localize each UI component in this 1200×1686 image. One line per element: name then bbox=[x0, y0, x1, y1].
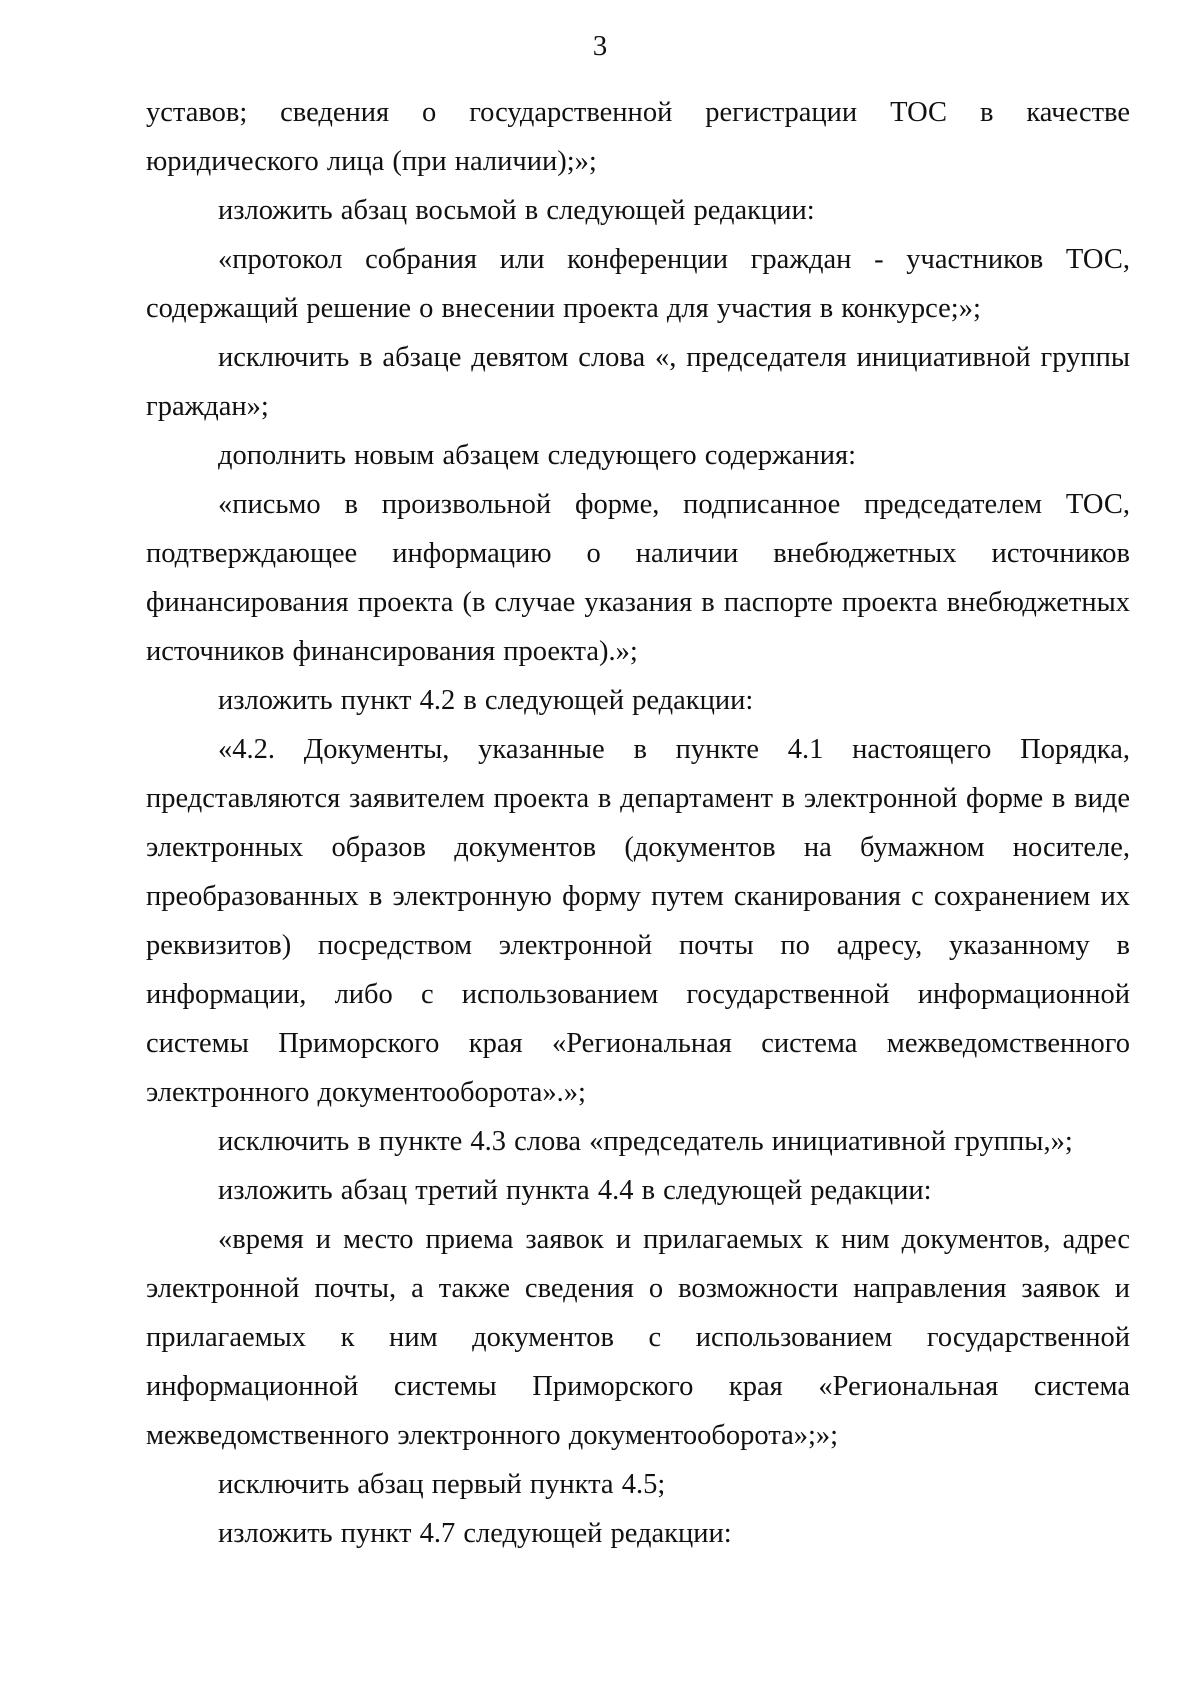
paragraph: изложить пункт 4.2 в следующей редакции: bbox=[218, 685, 754, 716]
paragraph: дополнить новым абзацем следующего содержания: bbox=[218, 440, 857, 471]
paragraph: «время и место приема заявок и прилагаемых к ним документов, адрес электронной почты, а также сведения о возможности направления заявок и прилагаемых к ним документов с использованием государственной информационной системы Приморского края «Региональная система межведомственного электронного документооборота»;»; bbox=[146, 1224, 1130, 1451]
paragraph: исключить абзац первый пункта 4.5; bbox=[218, 1469, 666, 1500]
paragraph: изложить абзац восьмой в следующей редакции: bbox=[218, 195, 815, 226]
paragraph: изложить пункт 4.7 следующей редакции: bbox=[218, 1518, 732, 1549]
paragraph-continuation: уставов; сведения о государственной регистрации ТОС в качестве юридического лица (при наличии);»; bbox=[146, 97, 1130, 177]
paragraph: «4.2. Документы, указанные в пункте 4.1 настоящего Порядка, представляются заявителем проекта в департамент в электронной форме в виде электронных образов документов (документов на бумажном носителе, преобразованных в электронную форму путем сканирования с сохранением их реквизитов) посредством электронной почты по адресу, указанному в информации, либо с использованием государственной информационной системы Приморского края «Региональная система межведомственного электронного документооборота».»; bbox=[146, 734, 1130, 1108]
paragraph: «письмо в произвольной форме, подписанное председателем ТОС, подтверждающее информацию о наличии внебюджетных источников финансирования проекта (в случае указания в паспорте проекта внебюджетных источников финансирования проекта).»; bbox=[146, 489, 1130, 667]
page-number: 3 bbox=[592, 30, 608, 62]
body-text bbox=[146, 88, 1130, 1558]
paragraph: изложить абзац третий пункта 4.4 в следующей редакции: bbox=[218, 1175, 932, 1206]
paragraph: исключить в пункте 4.3 слова «председатель инициативной группы,»; bbox=[218, 1126, 1073, 1157]
paragraph: исключить в абзаце девятом слова «, председателя инициативной группы граждан»; bbox=[146, 342, 1130, 422]
paragraph: «протокол собрания или конференции граждан - участников ТОС, содержащий решение о внесении проекта для участия в конкурсе;»; bbox=[146, 244, 1130, 324]
